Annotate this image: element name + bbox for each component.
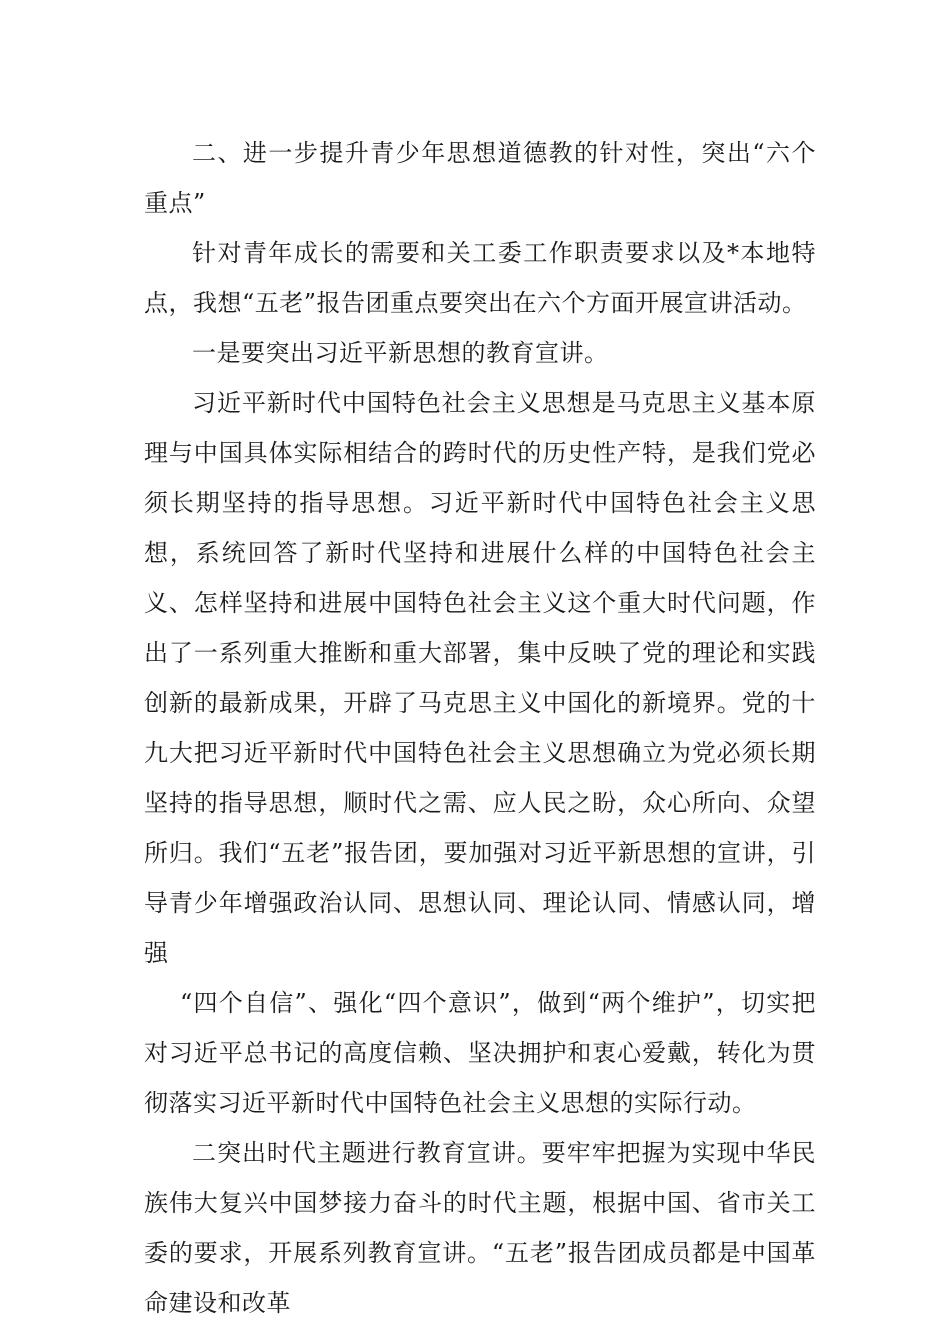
paragraph-intro: 针对青年成长的需要和关工委工作职责要求以及*本地特点，我想“五老”报告团重点要突出在六个方面开展宣讲活动。 bbox=[144, 239, 816, 317]
paragraph-point-two: 二突出时代主题进行教育宣讲。要牢牢把握为实现中华民族伟大复兴中国梦接力奋斗的时代主题，根据中国、省市关工委的要求，开展系列教育宣讲。“五老”报告团成员都是中国革命建设和改革 bbox=[144, 1139, 816, 1317]
section-heading-2: 二、进一步提升青少年思想道德教的针对性，突出“六个重点” bbox=[144, 139, 816, 217]
document-body bbox=[144, 128, 816, 1328]
paragraph-point-one-continued: “四个自信”、强化“四个意识”，做到“两个维护”，切实把对习近平总书记的高度信赖、坚决拥护和衷心爱戴，转化为贯彻落实习近平新时代中国特色社会主义思想的实际行动。 bbox=[144, 989, 816, 1117]
paragraph-point-one: 习近平新时代中国特色社会主义思想是马克思主义基本原理与中国具体实际相结合的跨时代的历史性产特，是我们党必须长期坚持的指导思想。习近平新时代中国特色社会主义思想，系统回答了新时代坚持和进展什么样的中国特色社会主义、怎样坚持和进展中国特色社会主义这个重大时代问题，作出了一系列重大推断和重大部署，集中反映了党的理论和实践创新的最新成果，开辟了马克思主义中国化的新境界。党的十九大把习近平新时代中国特色社会主义思想确立为党必须长期坚持的指导思想，顺时代之需、应人民之盼，众心所向、众望所归。我们“五老”报告团，要加强对习近平新思想的宣讲，引导青少年增强政治认同、思想认同、理论认同、情感认同，增强 bbox=[144, 389, 816, 967]
point-one-heading: 一是要突出习近平新思想的教育宣讲。 bbox=[192, 339, 609, 367]
